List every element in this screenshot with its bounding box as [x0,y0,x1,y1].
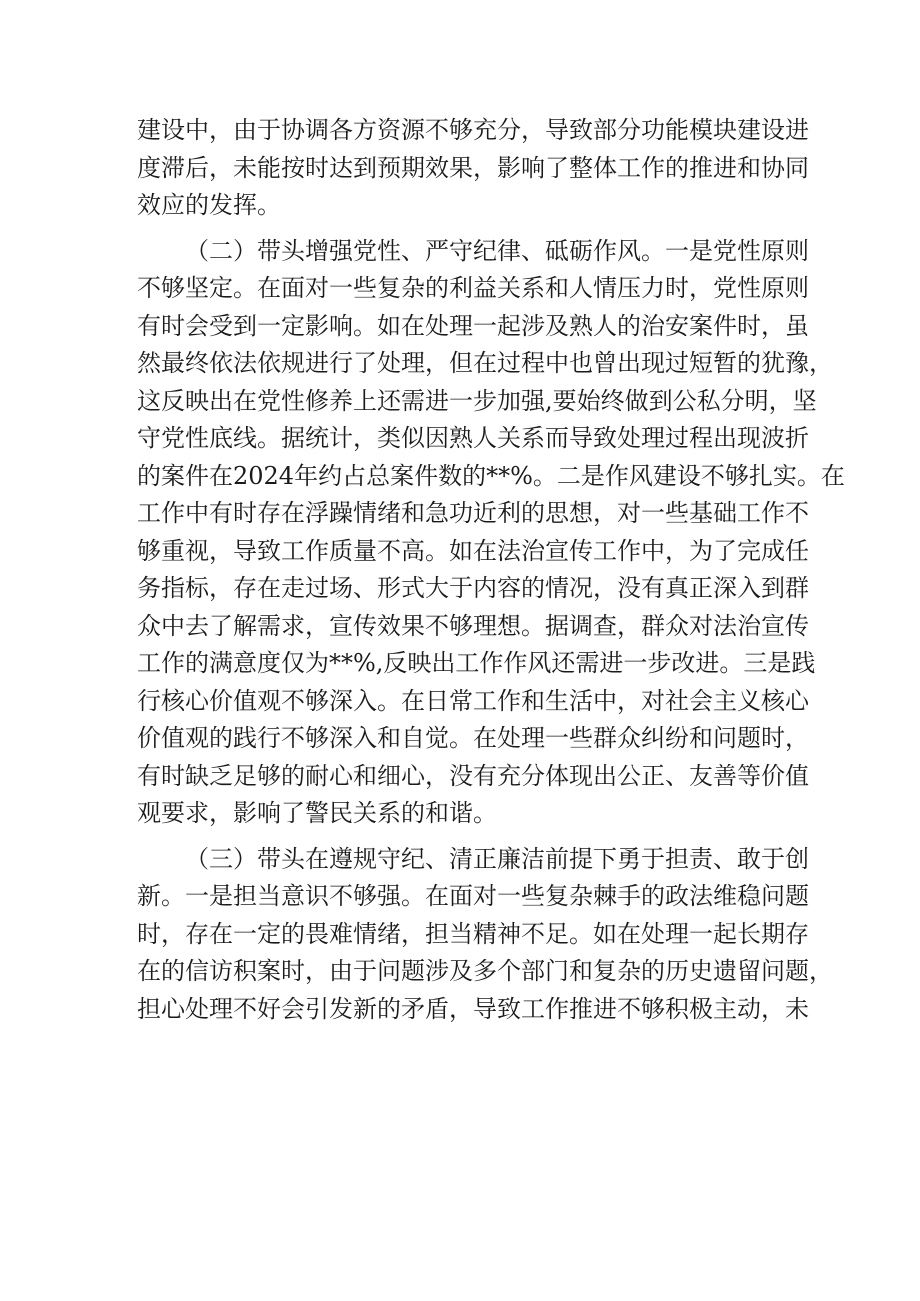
paragraph-line: 的案件在2024年约占总案件数的**%。二是作风建设不够扎实。在 [137,461,845,490]
paragraph [137,841,833,1029]
paragraph-line: （二）带头增强党性、严守纪律、砥砺作风。一是党性原则 [185,236,809,265]
paragraph-line: 建设中，由于协调各方资源不够充分，导致部分功能模块建设进 [137,116,809,144]
paragraph-line: 行核心价值观不够深入。在日常工作和生活中，对社会主义核心 [137,686,809,715]
paragraph-line: 有时会受到一定影响。如在处理一起涉及熟人的治安案件时，虽 [137,311,809,340]
paragraph-line: 工作中有时存在浮躁情绪和急功近利的思想，对一些基础工作不 [137,499,809,527]
paragraph-line: 守党性底线。据统计，类似因熟人关系而导致处理过程出现波折 [137,424,809,452]
paragraph-line: 务指标，存在走过场、形式大于内容的情况，没有真正深入到群 [137,574,809,602]
document-body [137,112,845,1028]
paragraph [137,112,809,225]
paragraph-line: 够重视，导致工作质量不高。如在法治宣传工作中，为了完成任 [137,536,809,565]
paragraph-line: 担心处理不好会引发新的矛盾，导致工作推进不够积极主动，未 [137,994,809,1023]
paragraph-line: 这反映出在党性修养上还需进一步加强,要始终做到公私分明，坚 [137,386,817,415]
paragraph-line: 效应的发挥。 [137,191,281,219]
paragraph-line: （三）带头在遵规守纪、清正廉洁前提下勇于担责、敢于创 [185,844,809,873]
paragraph-line: 然最终依法依规进行了处理，但在过程中也曾出现过短暂的犹豫， [137,349,833,377]
paragraph-line: 时，存在一定的畏难情绪，担当精神不足。如在处理一起长期存 [137,919,809,948]
paragraph-line: 观要求，影响了警民关系的和谐。 [137,799,497,827]
paragraph-line: 新。一是担当意识不够强。在面对一些复杂棘手的政法维稳问题 [137,882,809,910]
paragraph-line: 度滞后，未能按时达到预期效果，影响了整体工作的推进和协同 [137,153,809,182]
paragraph-line: 有时缺乏足够的耐心和细心，没有充分体现出公正、友善等价值 [137,761,809,790]
paragraph-line: 价值观的践行不够深入和自觉。在处理一些群众纠纷和问题时， [137,724,809,752]
paragraph-line: 在的信访积案时，由于问题涉及多个部门和复杂的历史遗留问题， [137,957,833,985]
paragraph-line: 工作的满意度仅为**%,反映出工作作风还需进一步改进。三是践 [137,649,816,677]
paragraph [137,233,845,833]
paragraph-line: 众中去了解需求，宣传效果不够理想。据调查，群众对法治宣传 [137,611,809,640]
paragraph-line: 不够坚定。在面对一些复杂的利益关系和人情压力时，党性原则 [137,274,809,302]
